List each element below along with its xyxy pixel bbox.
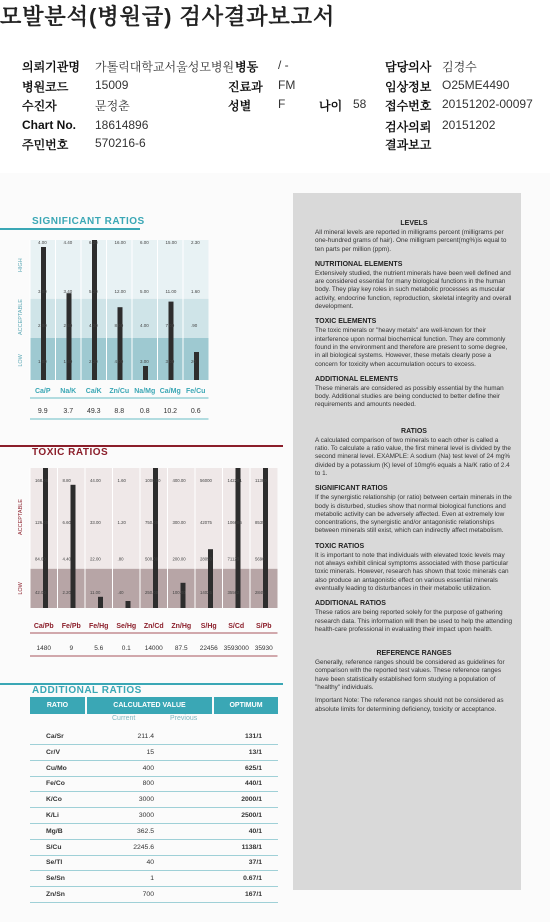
row-optimum: 131/1 [244, 733, 262, 740]
column-label: Zn/Hg [171, 623, 192, 630]
tick-label: 2845 [255, 590, 265, 595]
bar-Zn/Cd [153, 468, 158, 608]
tick-label: 44.00 [90, 478, 101, 483]
row-ratio: Zn/Sn [46, 891, 65, 898]
column-label: Zn/Cu [109, 388, 130, 395]
sex-label: 성별 [228, 99, 252, 113]
col-optimum: OPTIMUM [214, 697, 278, 714]
tick-label: 5.00 [140, 289, 149, 295]
table-row [30, 855, 278, 871]
dept-label: 진료과 [228, 80, 263, 94]
tick-label: 33.00 [90, 520, 101, 525]
column-label: Ca/Pb [33, 623, 54, 630]
column-value: 0.6 [190, 408, 201, 415]
ref-text: Generally, reference ranges should be considered as guidelines for comparison with the reported test values. These reference ranges have been statistically established form studying a population of "healthy" individuals. [315, 659, 505, 691]
ratios-text: A calculated comparison of two minerals to each other is called a ratio. To calculate a ratio value, the first mineral level is divided by the second mineral level. EXAMPLE: A sodium (Na) test level of 24 mg% divided by a potassium (K) level of 10mg% equals a Na/K ratio of 2.4 to 1. [315, 436, 511, 477]
tick-label: 2.20 [89, 359, 98, 365]
row-optimum: 2500/1 [241, 812, 262, 819]
bar-S/Cd [236, 468, 241, 608]
table-row [30, 887, 278, 903]
tick-label: 5.20 [89, 289, 98, 295]
sig-heading: SIGNIFICANT RATIOS [315, 485, 388, 493]
additional-title: ADDITIONAL RATIOS [32, 685, 142, 696]
age-value: 58 [353, 97, 367, 111]
tick-label: 100.00 [172, 590, 186, 595]
tick-label: .80 [117, 556, 124, 562]
row-ratio: S/Cu [46, 843, 62, 851]
tick-label: .40 [117, 590, 124, 595]
row-optimum: 440/1 [244, 780, 262, 788]
sex-value: F [278, 97, 286, 111]
bar-Zn/Hg [181, 583, 186, 608]
row-current: 3000 [138, 796, 154, 804]
tick-label: 1.20 [117, 520, 126, 525]
column-label: Fe/Hg [89, 623, 109, 630]
zone-label: ACCEPTABLE [18, 299, 24, 335]
tick-label: 11.00 [90, 590, 101, 595]
ward-label: 병동 [235, 60, 259, 74]
row-current: 211.4 [137, 733, 154, 740]
column-value: 49.3 [86, 408, 101, 415]
table-row [30, 871, 278, 887]
row-current: 3000 [138, 812, 154, 819]
tick-label: 84.00 [35, 556, 46, 562]
chart-value: 18614896 [95, 118, 149, 132]
tick-label: 250.00 [145, 590, 159, 595]
report-header [22, 58, 542, 158]
patient-label: 수진자 [22, 99, 57, 113]
column-value: 3593000 [223, 645, 249, 652]
nutritional-heading: NUTRITIONAL ELEMENTS [315, 260, 403, 268]
clinical-value: O25ME4490 [442, 78, 510, 92]
row-ratio: Mg/B [46, 827, 63, 835]
row-optimum: 40/1 [248, 827, 262, 835]
request-label: 검사의뢰 [385, 120, 432, 134]
row-current: 800 [142, 780, 154, 788]
toxic-heading: TOXIC ELEMENTS [315, 318, 377, 326]
row-current: 1 [150, 875, 154, 883]
bar-Ca/Pb [43, 468, 48, 608]
column-label: Ca/K [85, 388, 102, 395]
result-label: 결과보고 [385, 138, 432, 152]
tick-label: 200.00 [172, 556, 186, 562]
tick-label: 142281 [227, 478, 242, 483]
column-value: 9.9 [37, 408, 48, 415]
tick-label: 4.20 [89, 322, 98, 328]
row-optimum: 2000/1 [241, 796, 262, 804]
table-row [30, 808, 278, 824]
bar-Na/K [67, 293, 72, 380]
toxic-title: TOXIC RATIOS [32, 447, 109, 458]
institution-value: 가톨릭대학교서울성모병원 [95, 60, 235, 74]
column-value: 3.7 [63, 408, 74, 415]
tick-label: 6.20 [89, 240, 98, 245]
row-optimum: 37/1 [248, 859, 262, 867]
page-title: 모발분석(병원급) 검사결과보고서 [0, 4, 336, 29]
column-label: S/Pb [255, 623, 272, 630]
row-optimum: 0.67/1 [243, 875, 262, 883]
tick-label: 3.40 [63, 289, 73, 295]
column-value: 10.2 [163, 408, 178, 415]
tick-label: 14025 [200, 590, 212, 595]
tick-label: 2.40 [63, 322, 73, 328]
tick-label: 750.00 [145, 520, 159, 525]
tick-label: 4.00 [38, 240, 47, 245]
row-optimum: 1138/1 [241, 843, 262, 851]
age-label: 나이 [319, 99, 343, 113]
tick-label: 2.30 [191, 240, 200, 245]
nutritional-text: Extensively studied, the nutrient minerals have been well defined and are considered essential for many biological functions in the human body. They play key roles in such metabolic processes as muscular activity, endocrine function, reproduction, skeletal integrity and overall development. [315, 269, 512, 311]
table-row [30, 824, 278, 840]
zone-label: LOW [18, 354, 24, 367]
column-value: 22456 [199, 645, 218, 652]
tick-label: 126.00 [35, 520, 49, 525]
doctor-label: 담당의사 [385, 60, 432, 74]
column-label: Na/K [60, 388, 77, 395]
column-value: 1480 [36, 645, 51, 652]
important-note: Important Note: The reference ranges should not be considered as absolute limits for determining deficiency, toxicity or acceptance. [315, 697, 504, 713]
clinical-label: 임상정보 [385, 80, 432, 94]
tick-label: 28050 [200, 556, 212, 562]
doctor-value: 김경수 [442, 60, 477, 74]
column-value: 5.6 [94, 645, 104, 652]
tick-label: 2.20 [62, 590, 71, 595]
tick-label: 15.00 [165, 240, 177, 245]
table-row [30, 792, 278, 808]
tick-label: 42.00 [35, 590, 46, 595]
tick-label: 8535 [255, 520, 265, 525]
tick-label: 56000 [200, 478, 212, 483]
column-value: 87.5 [174, 645, 188, 652]
tick-label: 3.00 [38, 289, 47, 295]
row-current: 15 [146, 748, 154, 756]
ref-heading: REFERENCE RANGES [376, 650, 452, 658]
tick-label: 71123 [227, 556, 240, 562]
tick-label: 20 [191, 359, 197, 365]
bar-Ca/Mg [169, 302, 174, 380]
column-label: Fe/Pb [61, 623, 81, 630]
rrn-value: 570216-6 [95, 136, 146, 150]
tick-label: 42075 [200, 520, 212, 525]
zone-label: ACCEPTABLE [18, 499, 24, 535]
column-value: 8.8 [114, 408, 125, 415]
column-label: Zn/Cd [143, 623, 164, 630]
tick-label: 16.00 [114, 240, 126, 245]
sig-text: If the synergistic relationship (or ratio) between certain minerals in the body is disturbed, studies show that normal biological functions and metabolic activity can be adversely affected. Even at extremely low concentrations, the synergistic and/or antagonistic relationships between minerals still exist, which can indirectly affect metabolism. [315, 494, 512, 535]
bar-Fe/Hg [98, 597, 103, 608]
column-label: Ca/Mg [159, 388, 181, 395]
add-text: These ratios are being reported solely for the purpose of gathering research data. This information will then be used to help the attending health-care professional in evaluating their impact upon health. [315, 609, 513, 633]
receipt-value: 20151202-00097 [442, 97, 533, 111]
tick-label: 1.60 [191, 289, 200, 295]
tick-label: 6.60 [62, 520, 71, 525]
row-optimum: 13/1 [248, 748, 262, 756]
toxic-chart [0, 458, 285, 658]
tox-text: It is important to note that individuals with elevated toxic levels may not always exhibit clinical symptoms associated with those particular toxic minerals. However, research has shown that toxic minerals can also produce an antagonistic effect on various essential minerals eventually leading to disturbances in their metabolic utilization. [315, 551, 509, 592]
tick-label: 1000.00 [145, 478, 161, 483]
row-ratio: Ca/Sr [46, 733, 64, 740]
tick-label: 1.00 [38, 359, 47, 365]
bar-Fe/Cu [194, 352, 199, 380]
row-current: 700 [142, 891, 154, 898]
bar-Fe/Pb [71, 485, 76, 608]
table-row [30, 729, 278, 745]
table-row [30, 761, 278, 777]
row-ratio: Se/Sn [46, 875, 65, 883]
tick-label: 12.00 [114, 289, 126, 295]
tick-label: 4.40 [62, 556, 71, 562]
significant-chart [0, 230, 215, 420]
add-heading: ADDITIONAL RATIOS [315, 600, 386, 608]
bar-S/Pb [263, 468, 268, 608]
column-value: 0.1 [121, 645, 131, 652]
tick-label: 4.00 [114, 359, 124, 365]
tick-label: 5690 [255, 556, 265, 562]
tick-label: 8.80 [62, 478, 71, 483]
hospcode-label: 병원코드 [22, 80, 69, 94]
tick-label: 106686 [227, 520, 242, 525]
table-row [30, 745, 278, 761]
row-ratio: K/Li [46, 812, 59, 819]
hospcode-value: 15009 [95, 78, 129, 92]
ratios-heading: RATIOS [401, 427, 427, 435]
bar-Se/Hg [126, 601, 131, 608]
row-ratio: Cr/V [46, 748, 60, 756]
column-label: S/Cd [228, 623, 245, 630]
column-label: Se/Hg [116, 623, 137, 630]
info-sheet [293, 193, 521, 890]
tick-label: 22.00 [90, 556, 101, 562]
ward-value: / - [278, 58, 289, 72]
row-current: 362.5 [136, 827, 154, 835]
col-ratio: RATIO [30, 697, 85, 714]
bar-Zn/Cu [118, 307, 123, 380]
row-current: 40 [146, 859, 154, 867]
tick-label: 1.60 [117, 478, 126, 483]
institution-label: 의뢰기관명 [22, 60, 80, 74]
additional-text: These minerals are considered as possibly essential by the human body. Additional studies are being conducted to better define their requirements and amounts needed. [315, 384, 504, 409]
table-row [30, 776, 278, 792]
tick-label: 4.40 [63, 240, 73, 245]
levels-text: All mineral levels are reported in milligrams percent (milligrams per one-hundred grams of hair). One milligram percent(mg%)is equal to ten parts per million (ppm). [315, 229, 507, 253]
tick-label: 2.00 [38, 322, 47, 328]
column-value: 0.8 [139, 408, 150, 415]
dept-value: FM [278, 78, 296, 92]
tick-label: 3.00 [140, 359, 149, 365]
row-current: 400 [142, 764, 154, 772]
tick-label: 3.00 [165, 359, 175, 365]
tick-label: 1.40 [63, 359, 73, 365]
bar-Na/Mg [143, 366, 148, 380]
row-divider [30, 902, 278, 903]
toxic-text: The toxic minerals or "heavy metals" are well-known for their interference upon normal biochemical function. They are commonly found in the environment and therefore are present to some degree, in all biological systems. However, these metals clearly pose a concern for toxicity when accumulation occurs to excess. [315, 327, 508, 368]
request-value: 20151202 [442, 118, 496, 132]
tick-label: 500.00 [145, 556, 159, 562]
additional-heading: ADDITIONAL ELEMENTS [315, 375, 399, 383]
tick-label: 400.00 [172, 478, 186, 483]
column-label: Ca/P [34, 388, 51, 395]
receipt-label: 접수번호 [385, 99, 432, 113]
significant-title: SIGNIFICANT RATIOS [32, 216, 145, 227]
tox-heading: TOXIC RATIOS [315, 542, 365, 550]
sub-current: Current [112, 715, 136, 722]
tick-label: 300.00 [172, 520, 186, 525]
tick-label: 11.00 [165, 289, 177, 295]
tick-label: 11380 [255, 478, 267, 483]
zone-label: HIGH [18, 258, 24, 273]
tick-label: 6.00 [140, 240, 149, 245]
row-current: 2245.6 [133, 843, 154, 851]
sub-previous: Previous [170, 715, 198, 722]
table-row [30, 840, 278, 856]
tick-label: 35562 [227, 590, 240, 595]
tick-label: 4.00 [140, 322, 149, 328]
row-ratio: K/Co [46, 796, 62, 804]
zone-label: LOW [18, 582, 24, 595]
row-ratio: Fe/Co [46, 780, 65, 788]
tick-label: 8.00 [114, 322, 124, 328]
column-value: 14000 [144, 645, 163, 652]
col-calculated: CALCULATED VALUE [87, 697, 212, 714]
column-value: 9 [69, 645, 74, 652]
rrn-label: 주민번호 [22, 138, 69, 152]
tick-label: 168.00 [35, 478, 49, 483]
row-optimum: 167/1 [244, 891, 262, 898]
tick-label: 7.00 [165, 322, 175, 328]
column-label: Fe/Cu [186, 388, 206, 395]
levels-heading: LEVELS [400, 220, 428, 227]
patient-value: 문정춘 [95, 99, 130, 113]
row-optimum: 625/1 [244, 764, 262, 772]
column-label: S/Hg [200, 623, 217, 630]
chart-label: Chart No. [22, 118, 76, 132]
row-ratio: Se/Tl [46, 859, 63, 867]
column-value: 35930 [254, 645, 273, 652]
tick-label: .90 [191, 322, 198, 328]
row-ratio: Cu/Mo [46, 764, 67, 772]
column-label: Na/Mg [134, 388, 156, 395]
